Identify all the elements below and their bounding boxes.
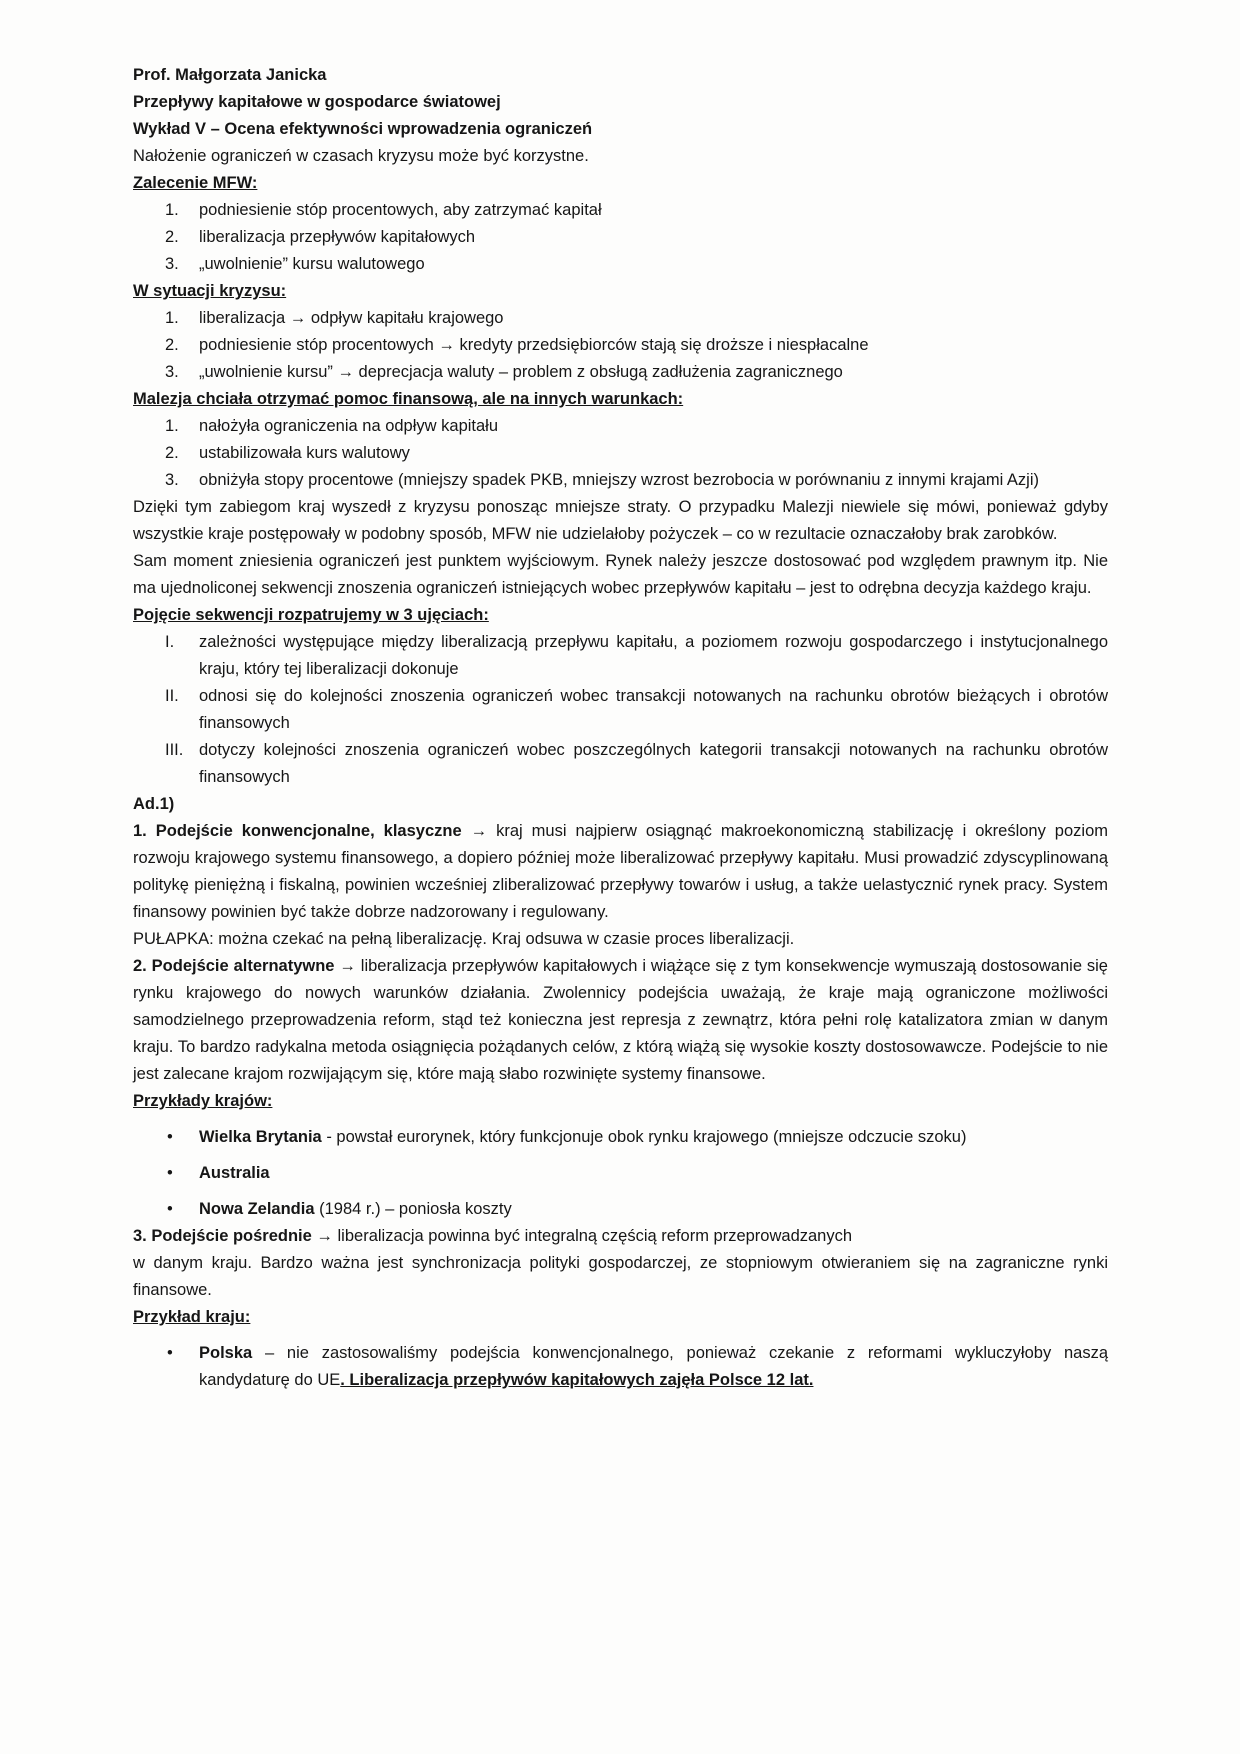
- approach1-trap: PUŁAPKA: można czekać na pełną liberalizację. Kraj odsuwa w czasie proces liberalizacji.: [133, 930, 795, 948]
- item-marker: II.: [165, 687, 179, 705]
- list-item: [133, 305, 1108, 332]
- item-marker: 1.: [165, 417, 179, 435]
- list-item: [133, 440, 1108, 467]
- approach3-lead: 3. Podejście pośrednie: [133, 1227, 312, 1245]
- country-name: Polska: [199, 1344, 253, 1362]
- list-item: [133, 683, 1108, 737]
- bullet-icon: •: [167, 1128, 173, 1146]
- bullet-icon: •: [167, 1344, 173, 1362]
- heading-w-sytuacji-kryzysu: W sytuacji kryzysu:: [133, 282, 287, 300]
- header-course-title: Przepływy kapitałowe w gospodarce światowej: [133, 93, 501, 111]
- item-marker: 3.: [165, 471, 179, 489]
- item-marker: 2.: [165, 336, 179, 354]
- malaysia-paragraph: Dzięki tym zabiegom kraj wyszedł z kryzysu ponosząc mniejsze straty. O przypadku Malezji niewiele się mówi, ponieważ gdyby wszystkie kraje postępowały w podobny sposób, MFW nie udzielałoby pożyczek – co w rezultacie oznaczałoby brak zarobków.: [133, 498, 1108, 543]
- list-item: [133, 737, 1108, 791]
- approach2-lead: 2. Podejście alternatywne: [133, 957, 335, 975]
- country-desc: (1984 r.) – poniosła koszty: [314, 1200, 512, 1218]
- list-item: [133, 332, 1108, 359]
- list-item: [133, 1160, 1108, 1187]
- highlighted-sentence: . Liberalizacja przepływów kapitałowych zajęła Polsce 12 lat.: [340, 1371, 814, 1389]
- approach1-text: kraj musi najpierw osiągnąć makroekonomiczną stabilizację i określony poziom rozwoju krajowego systemu finansowego, a dopiero później może liberalizować przepływy kapitału. Musi prowadzić zdyscyplinowaną politykę pieniężną i fiskalną, powinien wcześniej zliberalizować przepływy towarów i usług, a także uelastycznić rynek pracy. System finansowy powinien być także dobrze nadzorowany i regulowany.: [133, 822, 1109, 921]
- item-marker: 3.: [165, 363, 179, 381]
- item-text: podniesienie stóp procentowych, aby zatrzymać kapitał: [199, 201, 602, 219]
- list-item: [133, 359, 1108, 386]
- intro-paragraph: Nałożenie ograniczeń w czasach kryzysu może być korzystne.: [133, 147, 589, 165]
- list-item: [133, 1124, 1108, 1151]
- item-marker: 2.: [165, 228, 179, 246]
- country-desc: - powstał eurorynek, który funkcjonuje obok rynku krajowego (mniejsze odczucie szoku): [321, 1128, 967, 1146]
- approach2-text: liberalizacja przepływów kapitałowych i wiążące się z tym konsekwencje wymuszają dostosowanie się rynku krajowego do nowych warunków działania. Zwolennicy podejścia uważają, że kraje mają ograniczone możliwości samodzielnego przeprowadzenia reform, stąd też konieczna jest represja z zewnątrz, która pełni rolę katalizatora zmian w danym kraju. To bardzo radykalna metoda osiągnięcia pożądanych celów, z którą wiążą się wysokie koszty dostosowawcze. Podejście to nie jest zalecane krajom rozwijającym się, które mają słabo rozwinięte systemy finansowe.: [133, 957, 1108, 1083]
- approach2-examples: [133, 1124, 1108, 1223]
- bullet-icon: •: [167, 1200, 173, 1218]
- country-name: Nowa Zelandia: [199, 1200, 315, 1218]
- item-text: obniżyła stopy procentowe (mniejszy spadek PKB, mniejszy wzrost bezrobocia w porównaniu z innymi krajami Azji): [199, 471, 1040, 489]
- arrow-icon: →: [470, 822, 488, 840]
- item-text: odnosi się do kolejności znoszenia ograniczeń wobec transakcji notowanych na rachunku obrotów bieżących i obrotów finansowych: [199, 687, 1108, 732]
- item-marker: 1.: [165, 201, 179, 219]
- list-item: [133, 413, 1108, 440]
- heading-pojecie-sekwencji: Pojęcie sekwencji rozpatrujemy w 3 ujęciach:: [133, 606, 489, 624]
- approach1-lead: 1. Podejście konwencjonalne, klasyczne: [133, 822, 462, 840]
- item-marker: 3.: [165, 255, 179, 273]
- sequence-list: [133, 629, 1108, 791]
- item-text: zależności występujące między liberalizacją przepływu kapitału, a poziomem rozwoju gospodarczego i instytucjonalnego kraju, który tej liberalizacji dokonuje: [199, 633, 1108, 678]
- heading-malezja: Malezja chciała otrzymać pomoc finansową, ale na innych warunkach:: [133, 390, 684, 408]
- arrow-icon: →: [339, 957, 356, 975]
- heading-przyklady-krajow: Przykłady krajów:: [133, 1092, 273, 1110]
- header-lecture-title: Wykład V – Ocena efektywności wprowadzenia ograniczeń: [133, 120, 593, 138]
- list-item: [133, 251, 1108, 278]
- heading-zalecenie-mfw: Zalecenie MFW:: [133, 174, 258, 192]
- item-text: „uwolnienie kursu” → deprecjacja waluty – problem z obsługą zadłużenia zagranicznego: [199, 363, 843, 381]
- approach1-paragraph: [133, 818, 1108, 926]
- country-desc: – nie zastosowaliśmy podejścia konwencjonalnego, ponieważ czekanie z reformami wykluczyłoby naszą kandydaturę do UE: [199, 1344, 1108, 1389]
- list-item: [133, 1196, 1108, 1223]
- doc-header: [133, 62, 1108, 143]
- item-text: ustabilizowała kurs walutowy: [199, 444, 410, 462]
- list-item: [133, 629, 1108, 683]
- ad1-label: Ad.1): [133, 795, 175, 813]
- malaysia-list: [133, 413, 1108, 494]
- item-text: liberalizacja → odpływ kapitału krajowego: [199, 309, 504, 327]
- list-item: [133, 1340, 1108, 1394]
- country-name: Australia: [199, 1164, 270, 1182]
- approach3-text-line2: w danym kraju. Bardzo ważna jest synchronizacja polityki gospodarczej, ze stopniowym otwieraniem się na zagraniczne rynki finansowe.: [133, 1254, 1108, 1299]
- moment-paragraph: Sam moment zniesienia ograniczeń jest punktem wyjściowym. Rynek należy jeszcze dostosować pod względem prawnym itp. Nie ma ujednoliconej sekwencji znoszenia ograniczeń istniejących wobec przepływów kapitału – jest to odrębna decyzja każdego kraju.: [133, 552, 1108, 597]
- list-item: [133, 224, 1108, 251]
- approach3-paragraph: [133, 1223, 1108, 1250]
- item-text: liberalizacja przepływów kapitałowych: [199, 228, 476, 246]
- mfw-list: [133, 197, 1108, 278]
- header-author: Prof. Małgorzata Janicka: [133, 66, 327, 84]
- item-marker: III.: [165, 741, 184, 759]
- approach2-paragraph: [133, 953, 1108, 1088]
- item-marker: I.: [165, 633, 175, 651]
- item-text: podniesienie stóp procentowych → kredyty przedsiębiorców stają się droższe i niespłacalne: [199, 336, 869, 354]
- list-item: [133, 197, 1108, 224]
- arrow-icon: →: [316, 1227, 333, 1245]
- list-item: [133, 467, 1108, 494]
- item-text: nałożyła ograniczenia na odpływ kapitału: [199, 417, 499, 435]
- approach3-text-line1: liberalizacja powinna być integralną częścią reform przeprowadzanych: [337, 1227, 853, 1245]
- item-text: dotyczy kolejności znoszenia ograniczeń wobec poszczególnych kategorii transakcji notowanych na rachunku obrotów finansowych: [199, 741, 1108, 786]
- crisis-list: [133, 305, 1108, 386]
- heading-przyklad-kraju: Przykład kraju:: [133, 1308, 251, 1326]
- bullet-icon: •: [167, 1164, 173, 1182]
- item-marker: 1.: [165, 309, 179, 327]
- item-text: „uwolnienie” kursu walutowego: [199, 255, 425, 273]
- item-marker: 2.: [165, 444, 179, 462]
- country-name: Wielka Brytania: [199, 1128, 322, 1146]
